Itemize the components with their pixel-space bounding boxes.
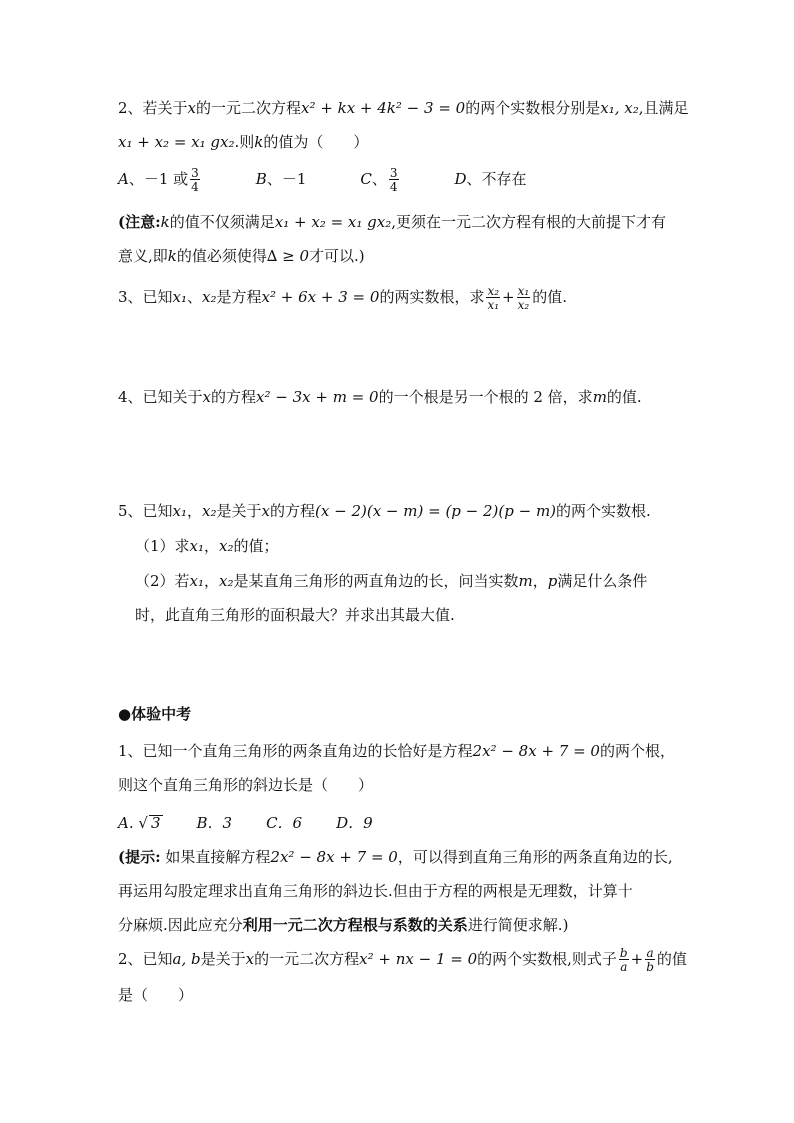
e1-hint-line2: 再运用勾股定理求出直角三角形的斜边长.但由于方程的两根是无理数，计算十 (118, 882, 633, 900)
option-a: A. √ 3 (118, 814, 161, 832)
var-x: x (187, 99, 197, 117)
e1-hint-line3: 分麻烦.因此应充分利用一元二次方程根与系数的关系进行简便求解.) (118, 916, 569, 934)
hint-label: (提示: (118, 848, 161, 866)
equation: (x − 2)(x − m) = (p − 2)(p − m) (315, 502, 557, 520)
option-c: C．6 (266, 814, 303, 832)
section-title: ●体验中考 (118, 705, 192, 723)
text: .则 (234, 133, 255, 151)
q5-sub2-line2: 时，此直角三角形的面积最大？并求出其最大值. (135, 606, 455, 624)
fraction: $\frac{b}{a}$ (619, 946, 628, 974)
q5-line1: 5、已知x₁，x₂是关于x的方程(x − 2)(x − m) = (p − 2)(p − m)的两个实数根. (118, 502, 651, 520)
option-d: D、不存在 (454, 170, 527, 188)
equation: x² + nx − 1 = 0 (359, 950, 478, 968)
text: 2、若关于 (118, 99, 188, 117)
option-c: C、 $\frac{3}{4}$ (360, 166, 398, 194)
q2-note-line2: 意义,即k的值必须使得∆ ≥ 0才可以.) (118, 247, 365, 265)
q2-line2 (118, 131, 368, 153)
e1-line1: 1、已知一个直角三角形的两条直角边的长恰好是方程2x² − 8x + 7 = 0的两个根， (118, 742, 675, 760)
q2-line1 (118, 97, 689, 119)
fraction: $\frac{\text{x₂}}{\text{x₁}}$ (487, 284, 500, 312)
text: 的一元二次方程 (196, 99, 302, 117)
e2-line2: 是（ ） (118, 986, 194, 1004)
fraction: $\frac{3}{4}$ (389, 166, 398, 194)
option-a: A、－1 或 $\frac{3}{4}$ (118, 166, 199, 194)
e1-hint-line1: (提示: 如果直接解方程2x² − 8x + 7 = 0，可以得到直角三角形的两条直角边的长, (118, 848, 673, 866)
text: ,且满足 (638, 99, 689, 117)
q2-note-line1: (注意:k的值不仅须满足x₁ + x₂ = x₁ gx₂,更须在一元二次方程有根的大前提下才有 (118, 213, 667, 231)
equation: 2x² − 8x + 7 = 0 (472, 742, 600, 760)
e1-options (118, 812, 373, 834)
note-label: (注意: (118, 213, 161, 231)
q3-line: 3、已知x₁、x₂是方程x² + 6x + 3 = 0的两实数根，求 $\frac{\text{x₂}}{\text{x₁}}$ + $\frac{\text{x₁}}{\text{x₂}}$ 的值. (118, 284, 567, 312)
text: 的值为（ ） (263, 133, 369, 151)
e1-line2: 则这个直角三角形的斜边长是（ ） (118, 776, 374, 794)
option-d: D．9 (336, 814, 373, 832)
equation: 2x² − 8x + 7 = 0 (270, 848, 398, 866)
roots: x₁, x₂ (600, 99, 639, 117)
e2-line1: 2、已知a, b是关于x的一元二次方程x² + nx − 1 = 0的两个实数根,则式子 $\frac{b}{a}$ + $\frac{a}{b}$ 的值 (118, 946, 687, 974)
var-k: k (254, 133, 264, 151)
equation: x² + 6x + 3 = 0 (261, 288, 380, 306)
q2-options (118, 167, 527, 193)
condition: ∆ ≥ 0 (266, 247, 310, 265)
fraction: $\frac{3}{4}$ (191, 166, 199, 194)
equation: x₁ + x₂ = x₁ gx₂ (118, 133, 235, 151)
hint-emphasis: 利用一元二次方程根与系数的关系 (242, 916, 468, 934)
q5-sub1: （1）求x₁，x₂的值； (135, 537, 279, 555)
equation: x² − 3x + m = 0 (256, 388, 379, 406)
text: 的两个实数根分别是 (465, 99, 601, 117)
q5-sub2-line1: （2）若x₁，x₂是某直角三角形的两直角边的长，问当实数m，p满足什么条件 (135, 572, 648, 590)
equation: x² + kx + 4k² − 3 = 0 (301, 99, 466, 117)
option-b: B．3 (196, 814, 233, 832)
option-b: B、－1 (255, 170, 307, 188)
fraction: $\frac{a}{b}$ (646, 946, 654, 974)
equation: x₁ + x₂ = x₁ gx₂ (274, 213, 392, 231)
q4-line: 4、已知关于x的方程x² − 3x + m = 0的一个根是另一个根的 2 倍，求m的值. (118, 388, 642, 406)
fraction: $\frac{\text{x₁}}{\text{x₂}}$ (517, 284, 530, 312)
